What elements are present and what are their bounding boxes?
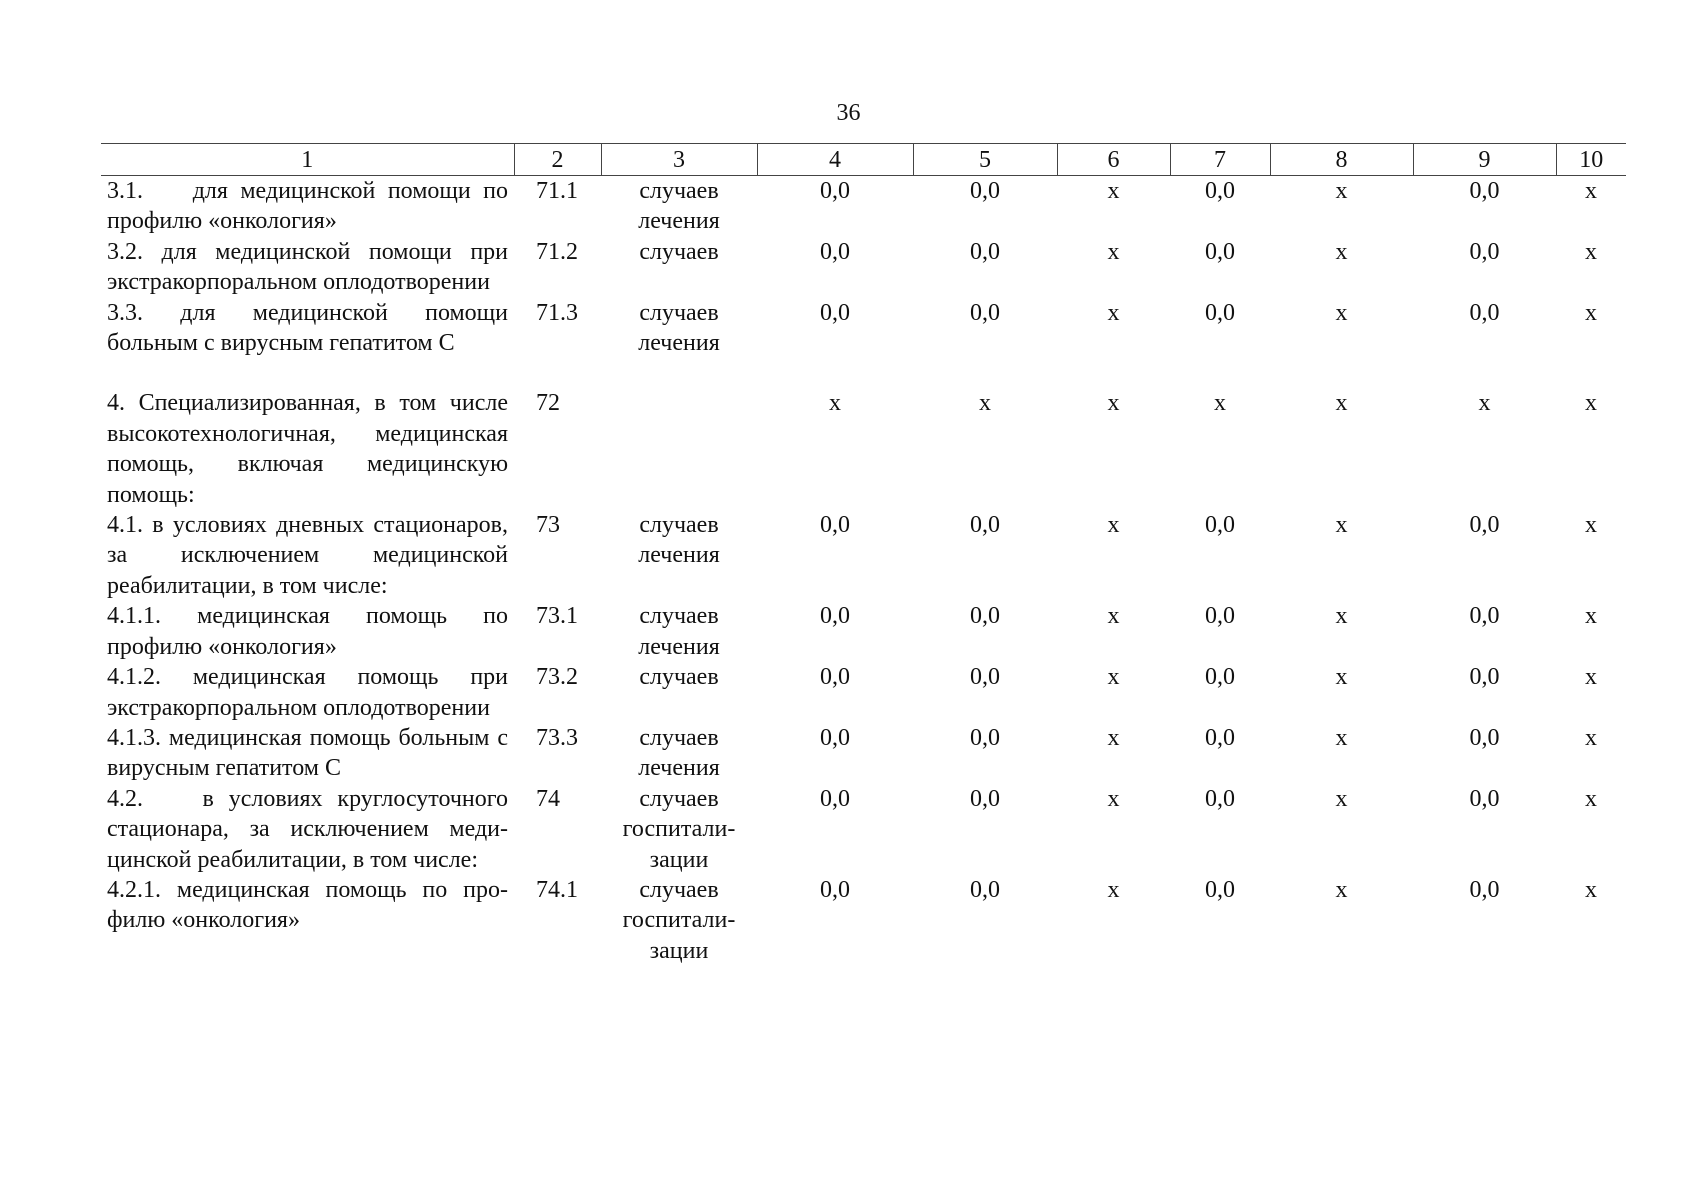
row-code-cell: 73.1 bbox=[536, 603, 578, 630]
row-value-cell: 0,0 bbox=[1469, 664, 1500, 691]
row-value-cell: х bbox=[1335, 603, 1348, 630]
row-value-cell: 0,0 bbox=[1469, 876, 1500, 903]
row-value-cell: х bbox=[1107, 664, 1120, 691]
column-header: 8 bbox=[1270, 144, 1413, 176]
row-value-cell: 0,0 bbox=[820, 876, 850, 903]
row-value-cell: 0,0 bbox=[820, 178, 850, 204]
row-value-cell: 0,0 bbox=[970, 238, 1000, 265]
row-value-cell: х bbox=[1107, 390, 1120, 417]
table-row bbox=[101, 662, 1626, 723]
row-value-cell: х bbox=[1585, 390, 1597, 417]
row-value-cell: х bbox=[1335, 785, 1348, 812]
column-header: 1 bbox=[101, 144, 514, 176]
row-value-cell: х bbox=[1335, 390, 1348, 417]
row-value-cell: 0,0 bbox=[820, 724, 850, 751]
row-unit-cell: случаев лечения bbox=[638, 603, 720, 660]
row-code-cell: 71.1 bbox=[536, 178, 578, 204]
row-value-cell: х bbox=[1335, 724, 1348, 751]
row-value-cell: 0,0 bbox=[1205, 238, 1235, 265]
row-value-cell: х bbox=[1107, 724, 1120, 751]
row-value-cell: 0,0 bbox=[1469, 785, 1500, 812]
table-row bbox=[101, 875, 1626, 966]
row-value-cell: 0,0 bbox=[970, 724, 1000, 751]
row-code-cell: 73 bbox=[536, 512, 560, 539]
row-value-cell: 0,0 bbox=[1205, 876, 1235, 903]
column-header: 9 bbox=[1413, 144, 1556, 176]
row-value-cell: х bbox=[1585, 724, 1597, 751]
column-header: 3 bbox=[601, 144, 757, 176]
row-value-cell: 0,0 bbox=[1205, 785, 1235, 812]
row-name-cell: 3.3. для медицинской помощи больным с вирусным гепатитом С bbox=[107, 299, 508, 357]
row-value-cell: х bbox=[1585, 664, 1597, 691]
column-header: 4 bbox=[757, 144, 913, 176]
row-value-cell: 0,0 bbox=[970, 785, 1000, 812]
row-unit-cell: случаев госпитализации bbox=[622, 876, 736, 964]
column-number-row bbox=[101, 144, 1626, 176]
column-header: 7 bbox=[1170, 144, 1270, 176]
row-value-cell: 0,0 bbox=[1469, 724, 1500, 751]
row-value-cell: х bbox=[1214, 390, 1226, 417]
row-unit-cell: случаев bbox=[639, 238, 719, 265]
table-row bbox=[101, 176, 1626, 237]
row-value-cell: х bbox=[1107, 178, 1120, 204]
row-value-cell: х bbox=[1585, 512, 1597, 539]
row-code-cell: 72 bbox=[536, 390, 560, 417]
row-value-cell: х bbox=[1107, 603, 1120, 630]
table-row bbox=[101, 510, 1626, 601]
row-code-cell: 73.3 bbox=[536, 724, 578, 751]
row-name-cell: 4.2. в условиях круглосуточного стационара, за исключением медицинской реабилитации, в том числе: bbox=[107, 785, 508, 873]
row-value-cell: х bbox=[1107, 785, 1120, 812]
table-row bbox=[101, 358, 1626, 510]
table-row bbox=[101, 298, 1626, 359]
row-value-cell: 0,0 bbox=[820, 299, 850, 326]
row-code-cell: 71.3 bbox=[536, 299, 578, 326]
row-value-cell: х bbox=[1107, 512, 1120, 539]
row-code-cell: 74 bbox=[536, 785, 560, 812]
row-value-cell: х bbox=[1335, 512, 1348, 539]
row-unit-cell: случаев госпитализации bbox=[622, 785, 736, 873]
table-row bbox=[101, 784, 1626, 875]
row-code-cell: 74.1 bbox=[536, 876, 578, 903]
row-value-cell: х bbox=[829, 390, 841, 417]
row-value-cell: х bbox=[1335, 664, 1348, 691]
row-value-cell: х bbox=[1335, 178, 1348, 204]
row-value-cell: 0,0 bbox=[1205, 724, 1235, 751]
table-row bbox=[101, 601, 1626, 662]
row-name-cell: 4.2.1. медицинская помощь по профилю «онкология» bbox=[107, 876, 508, 934]
row-value-cell: х bbox=[1107, 299, 1120, 326]
row-value-cell: 0,0 bbox=[970, 178, 1000, 204]
row-value-cell: х bbox=[1107, 876, 1120, 903]
row-value-cell: 0,0 bbox=[820, 512, 850, 539]
row-value-cell: х bbox=[1585, 299, 1597, 326]
row-name-cell: 3.1. для медицинской помощи по профилю «онкология» bbox=[107, 178, 508, 235]
row-unit-cell: случаев bbox=[639, 664, 719, 691]
row-value-cell: х bbox=[1585, 785, 1597, 812]
column-header: 10 bbox=[1556, 144, 1626, 176]
row-value-cell: 0,0 bbox=[1205, 512, 1235, 539]
row-value-cell: х bbox=[979, 390, 991, 417]
row-value-cell: 0,0 bbox=[970, 664, 1000, 691]
row-value-cell: 0,0 bbox=[970, 603, 1000, 630]
row-value-cell: 0,0 bbox=[970, 876, 1000, 903]
row-name-cell: 4.1.2. медицинская помощь при экстракорпоральном оплодотворении bbox=[107, 664, 508, 721]
row-value-cell: х bbox=[1335, 238, 1348, 265]
row-value-cell: 0,0 bbox=[1469, 512, 1500, 539]
row-value-cell: 0,0 bbox=[820, 238, 850, 265]
row-name-cell: 3.2. для медицинской помощи при экстракорпоральном оплодотворении bbox=[107, 238, 508, 296]
row-value-cell: х bbox=[1585, 238, 1597, 265]
row-name-cell: 4.1. в условиях дневных стационаров, за исключением медицинской реабилитации, в том числе: bbox=[107, 512, 508, 599]
row-value-cell: 0,0 bbox=[820, 664, 850, 691]
row-value-cell: 0,0 bbox=[1205, 664, 1235, 691]
row-value-cell: х bbox=[1335, 876, 1348, 903]
row-value-cell: 0,0 bbox=[1469, 299, 1500, 326]
row-value-cell: 0,0 bbox=[970, 299, 1000, 326]
row-code-cell: 73.2 bbox=[536, 664, 578, 691]
column-header: 5 bbox=[913, 144, 1057, 176]
row-value-cell: х bbox=[1478, 390, 1491, 417]
column-header: 2 bbox=[514, 144, 601, 176]
row-value-cell: 0,0 bbox=[1469, 238, 1500, 265]
row-value-cell: 0,0 bbox=[1205, 299, 1235, 326]
row-name-cell: 4.1.3. медицинская помощь больным с вирусным гепатитом С bbox=[107, 724, 508, 782]
row-value-cell: х bbox=[1585, 876, 1597, 903]
row-value-cell: 0,0 bbox=[1205, 178, 1235, 204]
column-header: 6 bbox=[1057, 144, 1170, 176]
table-row bbox=[101, 237, 1626, 298]
row-name-cell: 4.1.1. медицинская помощь по профилю «онкология» bbox=[107, 603, 508, 660]
row-value-cell: х bbox=[1107, 238, 1120, 265]
row-name-cell: 4. Специализированная, в том числе высокотехнологичная, медицинская помощь, включая медицинскую помощь: bbox=[107, 390, 508, 508]
data-table bbox=[101, 143, 1626, 966]
row-unit-cell: случаев лечения bbox=[638, 724, 720, 782]
row-value-cell: 0,0 bbox=[1469, 178, 1500, 204]
row-value-cell: 0,0 bbox=[820, 785, 850, 812]
row-value-cell: х bbox=[1585, 603, 1597, 630]
page-number: 36 bbox=[836, 100, 861, 126]
row-value-cell: 0,0 bbox=[970, 512, 1000, 539]
row-unit-cell bbox=[601, 358, 757, 510]
row-value-cell: 0,0 bbox=[820, 603, 850, 630]
row-unit-cell: случаев лечения bbox=[638, 512, 720, 569]
row-value-cell: 0,0 bbox=[1469, 603, 1500, 630]
row-code-cell: 71.2 bbox=[536, 238, 578, 265]
row-unit-cell: случаев лечения bbox=[638, 178, 720, 235]
row-value-cell: х bbox=[1585, 178, 1597, 204]
row-value-cell: 0,0 bbox=[1205, 603, 1235, 630]
row-value-cell: х bbox=[1335, 299, 1348, 326]
table-row bbox=[101, 723, 1626, 784]
row-unit-cell: случаев лечения bbox=[638, 299, 720, 357]
